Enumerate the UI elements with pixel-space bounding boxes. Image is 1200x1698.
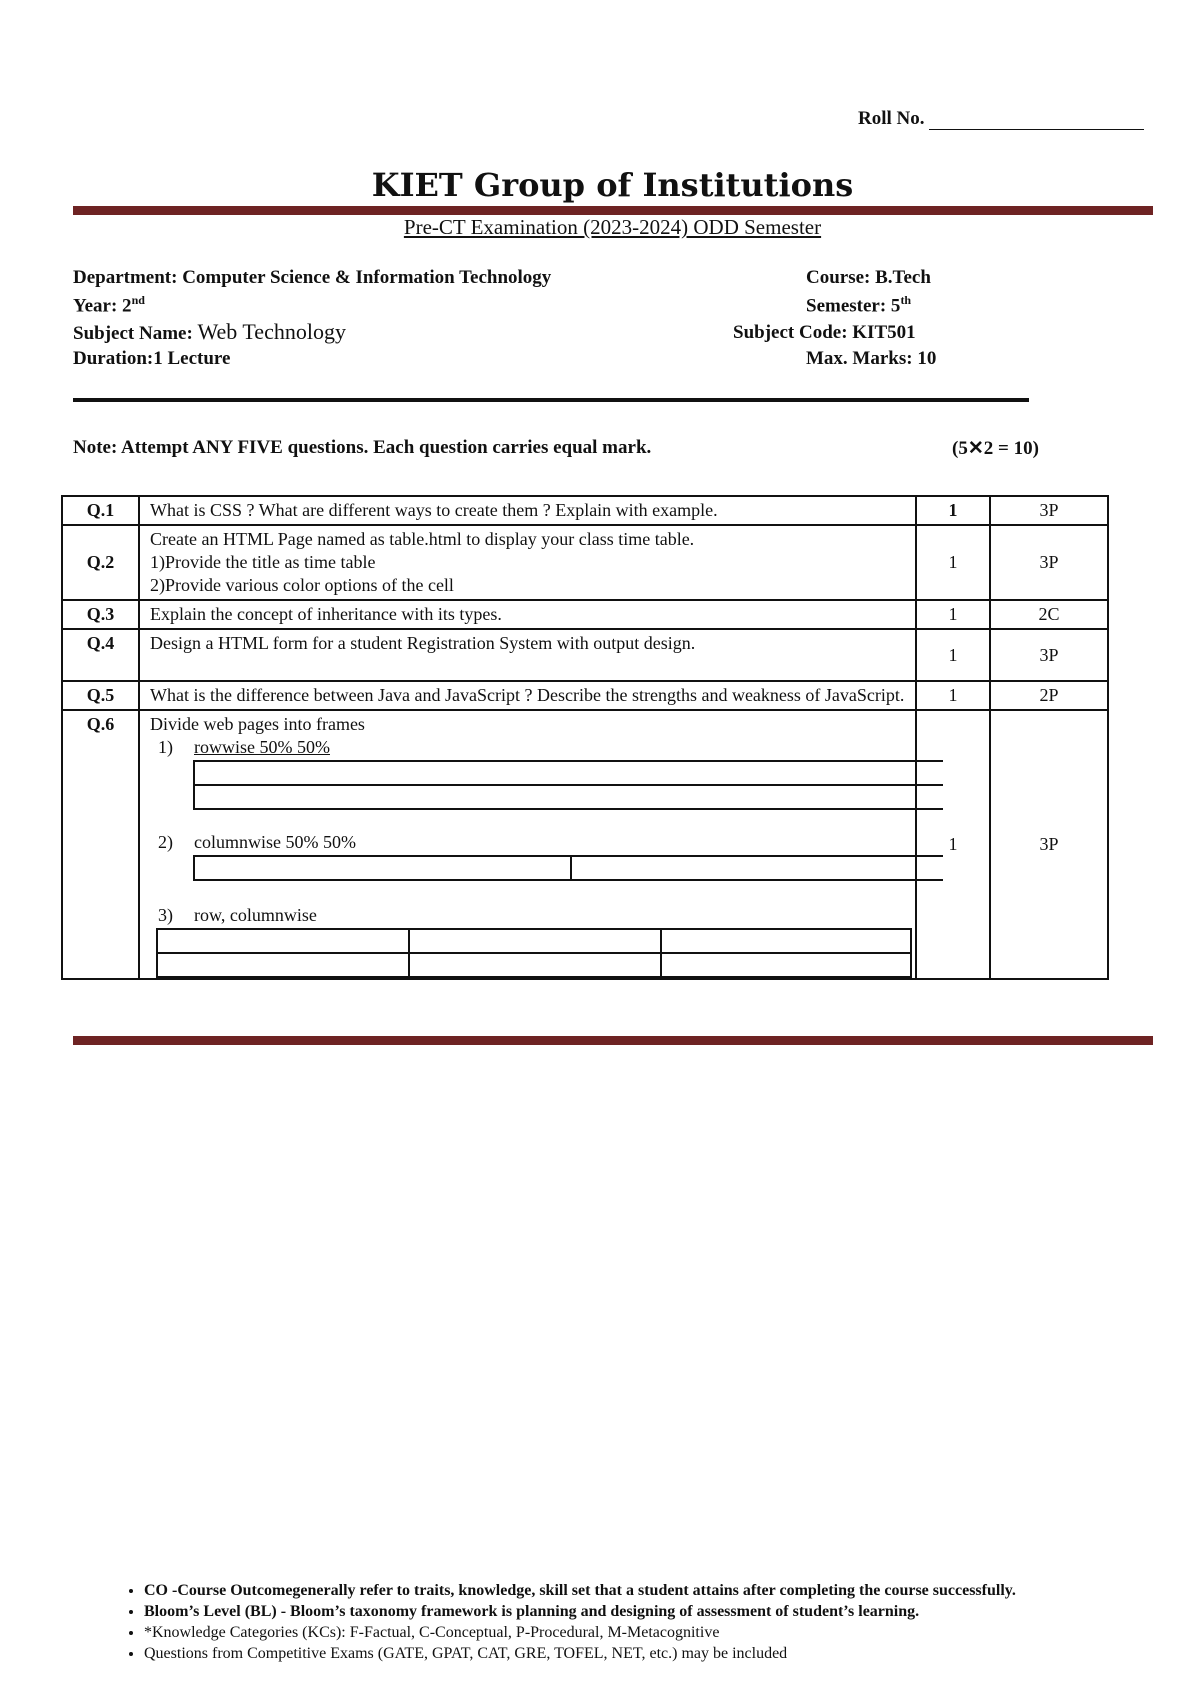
- table-row: [62, 600, 1108, 629]
- duration: Duration:1 Lecture: [73, 348, 231, 369]
- question-number: Q.6: [62, 710, 139, 979]
- question-number: Q.5: [62, 681, 139, 710]
- question-line: 1)Provide the title as time table: [150, 552, 376, 572]
- questions-table: [61, 495, 1109, 980]
- question-number: Q.3: [62, 600, 139, 629]
- subject-name-value: Web Technology: [197, 319, 346, 344]
- footer-item: • Bloom’s Level (BL) - Bloom’s taxonomy framework is planning and designing of assessment of student’s learning.: [144, 1601, 1016, 1622]
- subject-code: Subject Code: KIT501: [733, 322, 916, 343]
- year: [73, 293, 145, 317]
- frame-item-number: 3): [158, 905, 173, 925]
- footer-notes: [110, 1580, 1016, 1664]
- question-number: Q.1: [62, 496, 139, 525]
- bl-value: 2C: [990, 600, 1108, 629]
- year-text: Year: 2: [73, 295, 132, 317]
- question-line: Create an HTML Page named as table.html to display your class time table.: [150, 529, 695, 549]
- table-row: [62, 681, 1108, 710]
- question-text: What is the difference between Java and JavaScript ? Describe the strengths and weakness of JavaScript.: [139, 681, 916, 710]
- bl-value: 3P: [990, 629, 1108, 681]
- question-text: Design a HTML form for a student Registration System with output design.: [139, 629, 916, 681]
- max-marks: Max. Marks: 10: [806, 348, 937, 369]
- frame-item-label: row, columnwise: [194, 905, 317, 925]
- subject-name: [73, 319, 346, 345]
- semester-text: Semester: 5: [806, 295, 901, 317]
- course: Course: B.Tech: [806, 267, 931, 288]
- footer-item: • *Knowledge Categories (KCs): F-Factual, C-Conceptual, P-Procedural, M-Metacognitive: [144, 1622, 1016, 1643]
- frame-grid-col-divider: [408, 928, 410, 978]
- frame-item-label: columnwise 50% 50%: [194, 832, 356, 852]
- frame-item-label: rowwise 50% 50%: [194, 737, 330, 757]
- department: Department: Computer Science & Information Technology: [73, 267, 552, 288]
- table-row: [62, 710, 1108, 979]
- frame-row-2: [193, 784, 943, 810]
- header-rule: [73, 398, 1029, 402]
- top-divider: [73, 206, 1153, 215]
- exam-title: Pre-CT Examination (2023-2024) ODD Semester: [403, 215, 822, 239]
- footer-item: • CO -Course Outcomegenerally refer to traits, knowledge, skill set that a student attains after completing the course successfully.: [144, 1580, 1016, 1601]
- bl-value: 3P: [990, 525, 1108, 600]
- footer-item: • Questions from Competitive Exams (GATE, GPAT, CAT, GRE, TOFEL, NET, etc.) may be included: [144, 1643, 1016, 1664]
- question-number: Q.2: [62, 525, 139, 600]
- year-sup: nd: [131, 293, 145, 307]
- frame-item-number: 2): [158, 832, 173, 852]
- question-text: Explain the concept of inheritance with its types.: [139, 600, 916, 629]
- question-number: Q.4: [62, 629, 139, 681]
- bl-value: 3P: [990, 496, 1108, 525]
- question-text: What is CSS ? What are different ways to create them ? Explain with example.: [139, 496, 916, 525]
- frame-grid-col-divider: [660, 928, 662, 978]
- instructions-note: Note: Attempt ANY FIVE questions. Each question carries equal mark.: [73, 437, 652, 458]
- marks-total: (5✕2 = 10): [952, 438, 1039, 459]
- bl-value: 2P: [990, 681, 1108, 710]
- question-text: [139, 710, 916, 979]
- frame-col-divider: [570, 855, 572, 881]
- co-value: 1: [916, 525, 990, 600]
- co-value: 1: [916, 496, 990, 525]
- semester: [806, 293, 911, 317]
- frame-grid-row-divider: [156, 952, 912, 954]
- frames-diagram: [150, 736, 905, 976]
- co-value: 1: [916, 710, 990, 979]
- co-value: 1: [916, 629, 990, 681]
- bl-value: 3P: [990, 710, 1108, 979]
- question-text: [139, 525, 916, 600]
- co-value: 1: [916, 681, 990, 710]
- institution-title: KIET Group of Institutions: [371, 166, 854, 204]
- semester-sup: th: [900, 293, 912, 307]
- bottom-divider: [73, 1036, 1153, 1045]
- subject-name-label: Subject Name:: [73, 323, 193, 344]
- frame-item-number: 1): [158, 737, 173, 757]
- co-value: 1: [916, 600, 990, 629]
- roll-no-field: [858, 108, 1144, 130]
- roll-no-label: Roll No.: [858, 108, 925, 129]
- table-row: [62, 496, 1108, 525]
- question-line: 2)Provide various color options of the cell: [150, 575, 454, 595]
- table-row: [62, 525, 1108, 600]
- frame-row-1: [193, 760, 943, 786]
- frame-col-container: [193, 855, 943, 881]
- table-row: [62, 629, 1108, 681]
- question-line: Divide web pages into frames: [150, 714, 365, 734]
- roll-no-blank: [929, 111, 1144, 130]
